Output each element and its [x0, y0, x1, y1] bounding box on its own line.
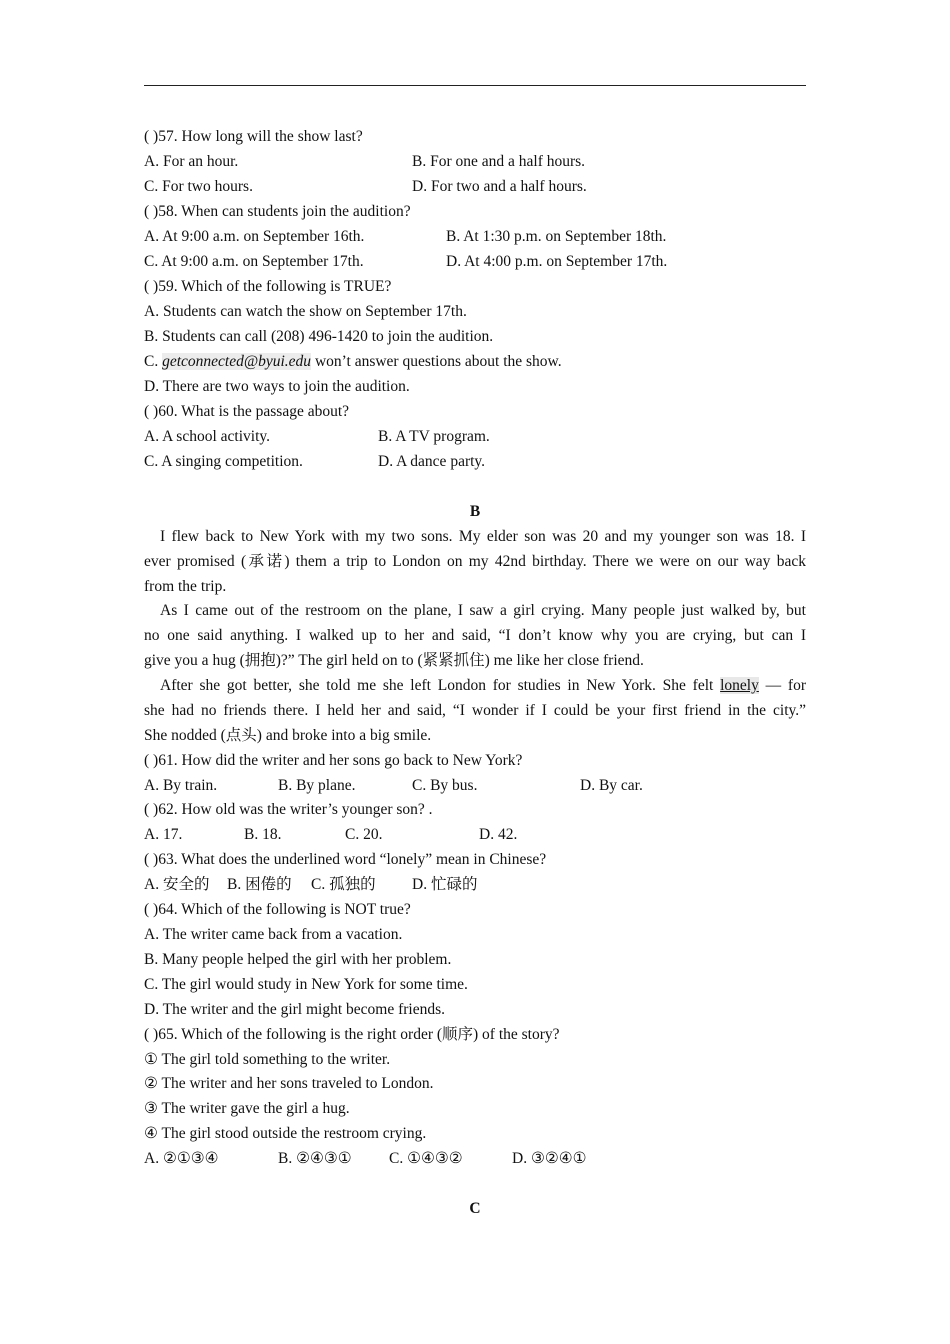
q60-option-d: D. A dance party.: [378, 453, 486, 470]
q58-option-d: D. At 4:00 p.m. on September 17th.: [446, 253, 668, 270]
q64-option-b: B. Many people helped the girl with her problem.: [144, 951, 452, 968]
q57-option-a: A. For an hour.: [144, 153, 239, 170]
q64-option-a: A. The writer came back from a vacation.: [144, 926, 403, 943]
passage-p1-line1-text: I flew back to New York with my two sons. My elder son was 20 and my younger son was 18. I: [160, 528, 806, 545]
q57-option-d: D. For two and a half hours.: [412, 178, 587, 195]
q58-option-a: A. At 9:00 a.m. on September 16th.: [144, 228, 365, 245]
q59-stem: ( )59. Which of the following is TRUE?: [144, 278, 392, 295]
q59-option-c: [144, 352, 806, 372]
passage-p1-line2: ever promised (承诺) them a trip to London on my 42nd birthday. There we were on our way back: [144, 553, 806, 570]
q61-option-b: B. By plane.: [278, 777, 356, 794]
q57-stem: ( )57. How long will the show last?: [144, 128, 363, 145]
q62-option-b: B. 18.: [244, 826, 282, 843]
q64-option-c: C. The girl would study in New York for some time.: [144, 976, 468, 993]
q60-option-c: C. A singing competition.: [144, 453, 303, 470]
q62-stem: ( )62. How old was the writer’s younger son? .: [144, 801, 433, 818]
section-c-heading: C: [469, 1200, 481, 1217]
q58-option-c: C. At 9:00 a.m. on September 17th.: [144, 253, 364, 270]
passage-p3-line1-text: After she got better, she told me she left London for studies in New York. She felt: [160, 677, 721, 694]
q63-option-b: B. 困倦的: [227, 876, 292, 893]
q59-option-b: B. Students can call (208) 496-1420 to join the audition.: [144, 328, 494, 345]
q61-stem: ( )61. How did the writer and her sons go back to New York?: [144, 752, 523, 769]
q59-option-c-prefix: C.: [144, 353, 163, 370]
q64-option-d: D. The writer and the girl might become friends.: [144, 1001, 446, 1018]
q63-stem: ( )63. What does the underlined word “lonely” mean in Chinese?: [144, 851, 547, 868]
q65-event-3: ③ The writer gave the girl a hug.: [144, 1100, 350, 1117]
q60-option-b: B. A TV program.: [378, 428, 490, 445]
q62-option-d: D. 42.: [479, 826, 518, 843]
passage-p3-line3: She nodded (点头) and broke into a big smile.: [144, 727, 432, 744]
q63-option-a: A. 安全的: [144, 876, 210, 893]
q59-option-c-suffix: won’t answer questions about the show.: [311, 353, 562, 370]
q62-option-a: A. 17.: [144, 826, 183, 843]
q63-option-c: C. 孤独的: [311, 876, 376, 893]
q65-event-1: ① The girl told something to the writer.: [144, 1051, 391, 1068]
q59-option-a: A. Students can watch the show on September 17th.: [144, 303, 467, 320]
q60-option-a: A. A school activity.: [144, 428, 270, 445]
passage-p1-line1: [144, 527, 806, 547]
passage-p3-line1: [144, 676, 806, 696]
header-rule: [144, 85, 806, 86]
section-b-heading: B: [469, 503, 481, 520]
passage-p3-line2: she had no friends there. I held her and said, “I wonder if I could be your first friend in the city.”: [144, 702, 806, 719]
q65-option-d: D. ③②④①: [512, 1150, 587, 1167]
q60-stem: ( )60. What is the passage about?: [144, 403, 350, 420]
q57-option-c: C. For two hours.: [144, 178, 253, 195]
q65-option-c: C. ①④③②: [389, 1150, 463, 1167]
q65-event-4: ④ The girl stood outside the restroom crying.: [144, 1125, 427, 1142]
underlined-word-lonely: lonely: [720, 677, 759, 694]
q63-option-d: D. 忙碌的: [412, 876, 478, 893]
passage-p2-line2: no one said anything. I walked up to her and said, “I don’t know why you are crying, but can I: [144, 627, 806, 644]
email-link[interactable]: getconnected@byui.edu: [162, 353, 312, 370]
passage-p1-line3: from the trip.: [144, 578, 227, 595]
q65-option-a: A. ②①③④: [144, 1150, 219, 1167]
q65-stem: ( )65. Which of the following is the right order (顺序) of the story?: [144, 1026, 560, 1043]
q61-option-a: A. By train.: [144, 777, 218, 794]
q58-stem: ( )58. When can students join the audition?: [144, 203, 411, 220]
q62-option-c: C. 20.: [345, 826, 383, 843]
q65-event-2: ② The writer and her sons traveled to London.: [144, 1075, 434, 1092]
q58-option-b: B. At 1:30 p.m. on September 18th.: [446, 228, 667, 245]
passage-p3-line1-end: — for: [758, 677, 807, 694]
passage-p2-line3: give you a hug (拥抱)?” The girl held on to (紧紧抓住) me like her close friend.: [144, 652, 644, 669]
q59-option-d: D. There are two ways to join the audition.: [144, 378, 410, 395]
q61-option-d: D. By car.: [580, 777, 643, 794]
q57-option-b: B. For one and a half hours.: [412, 153, 586, 170]
q64-stem: ( )64. Which of the following is NOT true?: [144, 901, 411, 918]
q61-option-c: C. By bus.: [412, 777, 478, 794]
passage-p2-line1-text: As I came out of the restroom on the plane, I saw a girl crying. Many people just walked by, but: [160, 602, 806, 619]
q65-option-b: B. ②④③①: [278, 1150, 352, 1167]
passage-p2-line1: [144, 601, 806, 621]
